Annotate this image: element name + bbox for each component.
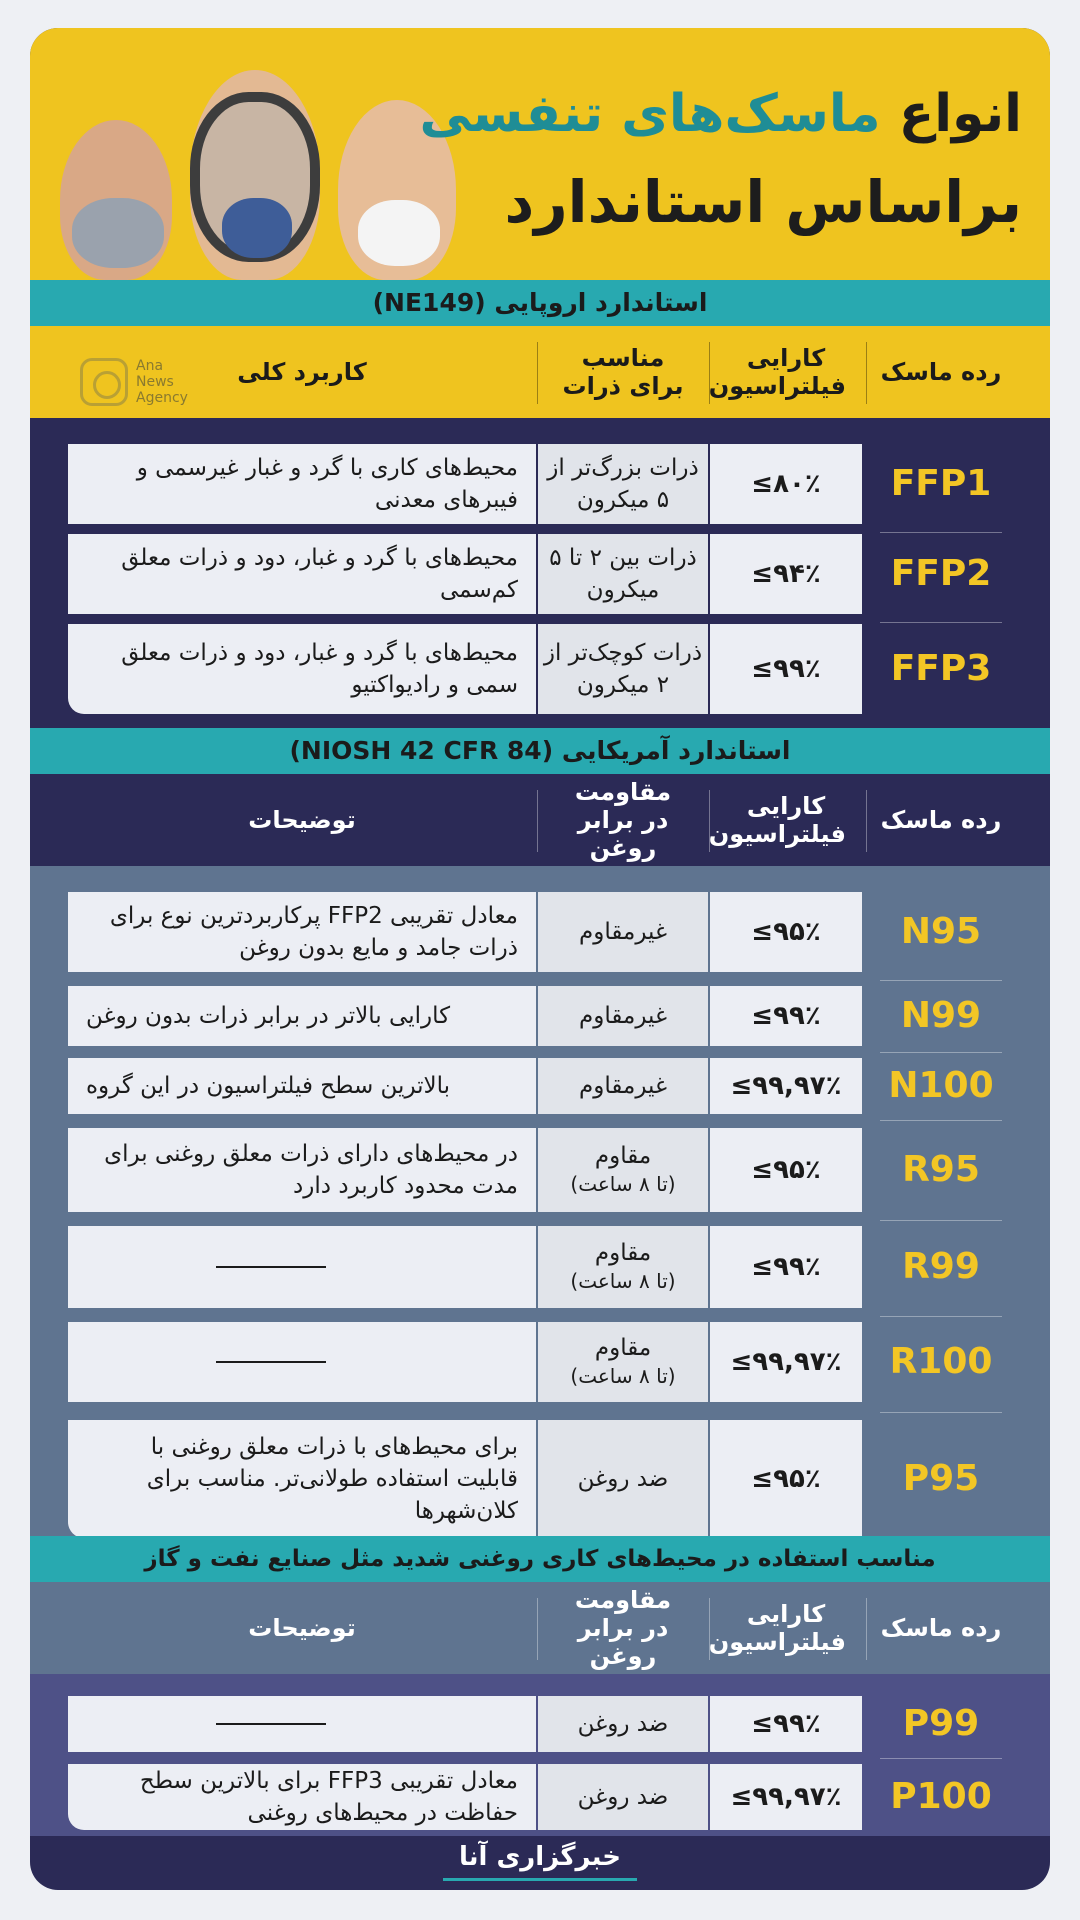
table-row: [30, 1058, 1050, 1114]
notes-cell: معادل تقریبی FFP2 پرکاربردترین نوع برای ذرات جامد و مایع بدون روغن: [68, 892, 536, 972]
usage-cell: محیط‌های کاری با گرد و غبار غیرسمی و فیبرهای معدنی: [68, 444, 536, 524]
grade-cell: N100: [888, 1065, 994, 1106]
notes-cell: برای محیط‌های با ذرات معلق روغنی با قابلیت استفاده طولانی‌تر. مناسب برای کلان‌شهرها: [68, 1420, 536, 1538]
oil-resistance-cell: ضد روغن: [538, 1696, 708, 1752]
table-row: [30, 624, 1050, 714]
notes-cell: [68, 1322, 536, 1402]
efficiency-cell: ≤۹۵٪: [710, 892, 862, 972]
notes-cell: کارایی بالاتر در برابر ذرات بدون روغن: [68, 986, 536, 1046]
oil-resistance-cell: مقاوم (تا ۸ ساعت): [538, 1128, 708, 1212]
european-table-body: [30, 418, 1050, 748]
grade-cell: R99: [902, 1246, 980, 1287]
title-accent: ماسک‌های تنفسی: [419, 84, 881, 144]
half-mask-icon: [72, 198, 164, 268]
ana-logo-text: Ana News Agency: [136, 358, 188, 406]
grade-cell: N99: [900, 995, 982, 1036]
american-table-header: [30, 774, 1050, 866]
header-usage: کاربرد کلی: [237, 358, 367, 386]
table-row: [30, 1322, 1050, 1402]
notes-cell: در محیط‌های دارای ذرات معلق روغنی برای مدت محدود کاربرد دارد: [68, 1128, 536, 1212]
grade-cell: R95: [902, 1149, 980, 1190]
grade-cell: FFP3: [890, 648, 992, 689]
header-oil-resistance: مقاومت در برابر روغن: [538, 774, 708, 866]
usage-cell: محیط‌های با گرد و غبار، دود و ذرات معلق کم‌سمی: [68, 534, 536, 614]
header-notes: توضیحات: [248, 806, 356, 834]
grade-cell: FFP1: [890, 463, 992, 504]
oilgas-table-header: [30, 1582, 1050, 1674]
efficiency-cell: ≤۹۵٪: [710, 1128, 862, 1212]
notes-cell: معادل تقریبی FFP3 برای بالاترین سطح حفاظت در محیط‌های روغنی: [68, 1764, 536, 1830]
oil-resistance-cell: غیرمقاوم: [538, 986, 708, 1046]
header-particles: مناسب برای ذرات: [538, 326, 708, 418]
american-table-body: [30, 866, 1050, 1566]
ana-logo: [80, 358, 188, 406]
table-row: [30, 444, 1050, 524]
grade-cell: P99: [902, 1703, 980, 1744]
header-oil-resistance: مقاومت در برابر روغن: [538, 1582, 708, 1674]
american-section-title: استاندارد آمریکایی (NIOSH 42 CFR 84): [30, 728, 1050, 774]
table-row: [30, 892, 1050, 972]
table-row: [30, 1226, 1050, 1308]
efficiency-cell: ≤۹۹٪: [710, 986, 862, 1046]
oil-resistance-cell: غیرمقاوم: [538, 1058, 708, 1114]
efficiency-cell: ≤۹۹,۹۷٪: [710, 1764, 862, 1830]
oilgas-table-body: [30, 1674, 1050, 1836]
header-notes: توضیحات: [248, 1614, 356, 1642]
particles-cell: ذرات کوچک‌تر از ۲ میکرون: [538, 624, 708, 714]
empty-dash: [216, 1723, 326, 1725]
brand-wordmark: خبرگزاری آنا: [443, 1836, 637, 1881]
efficiency-cell: ≤۹۹٪: [710, 1226, 862, 1308]
efficiency-cell: ≤۸۰٪: [710, 444, 862, 524]
grade-cell: FFP2: [890, 553, 992, 594]
infographic-card: [30, 28, 1050, 1890]
table-row: [30, 1128, 1050, 1212]
header-efficiency: کارایی فیلتراسیون: [710, 1582, 862, 1674]
table-row: [30, 1420, 1050, 1538]
particles-cell: ذرات بین ۲ تا ۵ میکرون: [538, 534, 708, 614]
grade-cell: N95: [900, 911, 982, 952]
header-grade: رده ماسک: [872, 326, 1010, 418]
notes-cell: بالاترین سطح فیلتراسیون در این گروه: [68, 1058, 536, 1114]
european-section-title: استاندارد اروپایی (NE149): [30, 280, 1050, 326]
oil-resistance-cell: ضد روغن: [538, 1420, 708, 1538]
oilgas-section-title: مناسب استفاده در محیط‌های کاری روغنی شدید مثل صنایع نفت و گاز: [30, 1536, 1050, 1582]
efficiency-cell: ≤۹۹٪: [710, 624, 862, 714]
hero-header: [30, 28, 1050, 280]
grade-cell: P95: [902, 1458, 980, 1499]
grade-cell: R100: [889, 1341, 993, 1382]
header-efficiency: کارایی فیلتراسیون: [710, 326, 862, 418]
empty-dash: [216, 1361, 326, 1363]
table-row: [30, 1764, 1050, 1830]
footer-brand: [30, 1836, 1050, 1890]
notes-cell: [68, 1696, 536, 1752]
usage-cell: محیط‌های با گرد و غبار، دود و ذرات معلق سمی و رادیواکتیو: [68, 624, 536, 714]
particles-cell: ذرات بزرگ‌تر از ۵ میکرون: [538, 444, 708, 524]
oil-resistance-cell: ضد روغن: [538, 1764, 708, 1830]
page-title-line2: براساس استاندارد: [504, 168, 1022, 236]
empty-dash: [216, 1266, 326, 1268]
efficiency-cell: ≤۹۹,۹۷٪: [710, 1322, 862, 1402]
oil-resistance-cell: غیرمقاوم: [538, 892, 708, 972]
header-efficiency: کارایی فیلتراسیون: [710, 774, 862, 866]
table-row: [30, 1696, 1050, 1752]
respirator-filter-icon: [222, 198, 292, 258]
cup-mask-icon: [358, 200, 440, 266]
notes-cell: [68, 1226, 536, 1308]
table-row: [30, 986, 1050, 1046]
oil-resistance-cell: مقاوم (تا ۸ ساعت): [538, 1322, 708, 1402]
header-grade: رده ماسک: [872, 774, 1010, 866]
efficiency-cell: ≤۹۹,۹۷٪: [710, 1058, 862, 1114]
page-title-line1: [419, 84, 1022, 144]
header-grade: رده ماسک: [872, 1582, 1010, 1674]
table-row: [30, 534, 1050, 614]
oil-resistance-cell: مقاوم (تا ۸ ساعت): [538, 1226, 708, 1308]
grade-cell: P100: [890, 1776, 992, 1817]
efficiency-cell: ≤۹۴٪: [710, 534, 862, 614]
efficiency-cell: ≤۹۹٪: [710, 1696, 862, 1752]
title-word: انواع: [898, 84, 1022, 144]
efficiency-cell: ≤۹۵٪: [710, 1420, 862, 1538]
ana-logo-icon: [80, 358, 128, 406]
